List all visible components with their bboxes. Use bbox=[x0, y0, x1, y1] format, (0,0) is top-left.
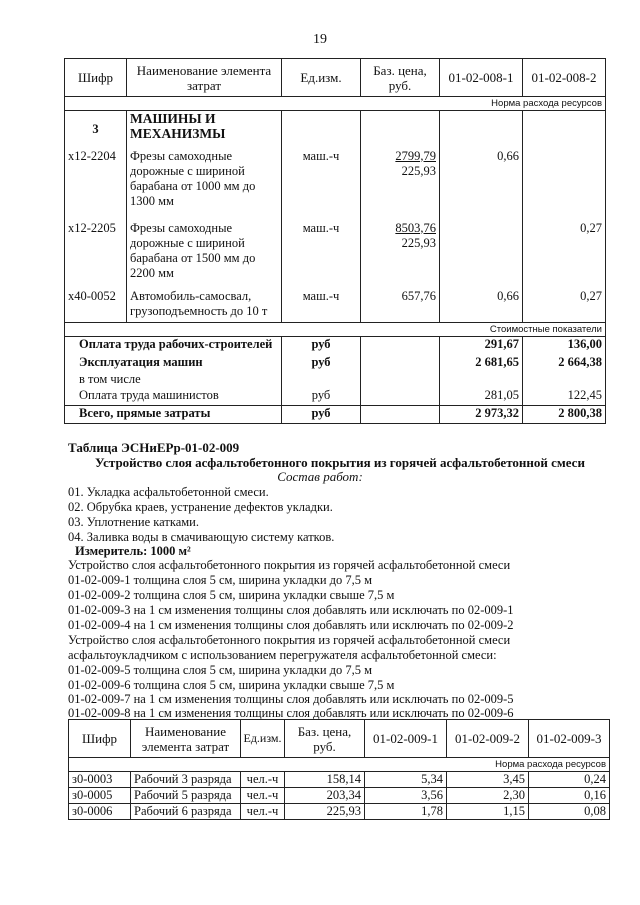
norm-value: 0,27 bbox=[523, 221, 606, 289]
norm-value bbox=[523, 149, 606, 221]
desc-line: 01-02-009-1 толщина слоя 5 см, ширина укладки до 7,5 м bbox=[68, 573, 373, 587]
price-value: 203,34 bbox=[285, 788, 365, 804]
desc-line: 01-02-009-5 толщина слоя 5 см, ширина укладки до 7,5 м bbox=[68, 663, 373, 677]
composition-title: Состав работ: bbox=[277, 469, 363, 484]
resource-unit: чел.-ч bbox=[241, 788, 285, 804]
cost-label: Стоимостные показатели bbox=[65, 323, 606, 337]
section-title: МЕХАНИЗМЫ bbox=[130, 126, 226, 141]
desc-line: 01-02-009-3 на 1 см изменения толщины слоя добавлять или исключать по 02-009-1 bbox=[68, 603, 514, 617]
resources-table-2 bbox=[68, 719, 610, 820]
desc-line: Устройство слоя асфальтобетонного покрытия из горячей асфальтобетонной смеси bbox=[68, 633, 511, 647]
meter: Измеритель: 1000 м² bbox=[75, 544, 191, 558]
col-header: 01-02-009-3 bbox=[529, 720, 610, 758]
cost-name: Всего, прямые затраты bbox=[65, 406, 282, 424]
col-header: Шифр bbox=[65, 59, 127, 97]
resource-unit: маш.-ч bbox=[282, 149, 361, 221]
page-number: 19 bbox=[313, 32, 327, 47]
resource-name: Автомобиль-самосвал, грузоподъемность до 10 т bbox=[127, 289, 282, 323]
resource-code: з0-0006 bbox=[69, 804, 131, 820]
cost-value: 122,45 bbox=[523, 388, 606, 406]
desc-line: 01-02-009-6 толщина слоя 5 см, ширина укладки свыше 7,5 м bbox=[68, 678, 395, 692]
price-value: 225,93 bbox=[401, 163, 436, 178]
work-item: 04. Заливка воды в смачивающую систему катков. bbox=[68, 530, 335, 544]
resource-unit: маш.-ч bbox=[282, 289, 361, 323]
resource-code: х40-0052 bbox=[65, 289, 127, 323]
norm-label: Норма расхода ресурсов bbox=[69, 758, 610, 772]
norm-value: 0,66 bbox=[440, 149, 523, 221]
resource-unit: чел.-ч bbox=[241, 804, 285, 820]
norm-value: 2,30 bbox=[447, 788, 529, 804]
resource-name: Рабочий 5 разряда bbox=[131, 788, 241, 804]
resource-unit: маш.-ч bbox=[282, 221, 361, 289]
desc-line: 01-02-009-4 на 1 см изменения толщины слоя добавлять или исключать по 02-009-2 bbox=[68, 618, 514, 632]
cost-value: 291,67 bbox=[440, 337, 523, 355]
price-value: 657,76 bbox=[361, 289, 440, 323]
desc-line: 01-02-009-8 на 1 см изменения толщины слоя добавлять или исключать по 02-009-6 bbox=[68, 706, 514, 720]
resource-name: Рабочий 3 разряда bbox=[131, 772, 241, 788]
work-item: 02. Обрубка краев, устранение дефектов укладки. bbox=[68, 500, 333, 514]
norm-value: 5,34 bbox=[365, 772, 447, 788]
col-header: 01-02-009-2 bbox=[447, 720, 529, 758]
norm-value: 1,78 bbox=[365, 804, 447, 820]
price-value: 225,93 bbox=[285, 804, 365, 820]
norm-value: 1,15 bbox=[447, 804, 529, 820]
col-header: Шифр bbox=[69, 720, 131, 758]
norm-label: Норма расхода ресурсов bbox=[65, 97, 606, 111]
resource-code: х12-2205 bbox=[65, 221, 127, 289]
norm-value: 0,08 bbox=[529, 804, 610, 820]
col-header: 01-02-008-1 bbox=[440, 59, 523, 97]
norm-value bbox=[440, 221, 523, 289]
price-value: 158,14 bbox=[285, 772, 365, 788]
desc-line: 01-02-009-7 на 1 см изменения толщины слоя добавлять или исключать по 02-009-5 bbox=[68, 692, 514, 706]
resource-code: з0-0005 bbox=[69, 788, 131, 804]
cost-value: 2 800,38 bbox=[523, 406, 606, 424]
norm-value: 3,45 bbox=[447, 772, 529, 788]
resource-name: Рабочий 6 разряда bbox=[131, 804, 241, 820]
resource-name: Фрезы самоходные дорожные с шириной барабана от 1000 мм до 1300 мм bbox=[127, 149, 282, 221]
resource-code: х12-2204 bbox=[65, 149, 127, 221]
desc-line: асфальтоукладчиком с использованием перегружателя асфальтобетонной смеси: bbox=[68, 648, 497, 662]
table-id: Таблица ЭСНиЕРр-01-02-009 bbox=[68, 440, 240, 455]
cost-value: 136,00 bbox=[523, 337, 606, 355]
section-title: МАШИНЫ И bbox=[130, 111, 216, 126]
col-header: Наименование элемента затрат bbox=[127, 59, 282, 97]
col-header: Наименование элемента затрат bbox=[131, 720, 241, 758]
cost-unit: руб bbox=[282, 355, 361, 372]
resource-name: Фрезы самоходные дорожные с шириной барабана от 1500 мм до 2200 мм bbox=[127, 221, 282, 289]
cost-unit: руб bbox=[282, 337, 361, 355]
norm-value: 0,27 bbox=[523, 289, 606, 323]
resource-unit: чел.-ч bbox=[241, 772, 285, 788]
cost-value: 2 973,32 bbox=[440, 406, 523, 424]
desc-line: 01-02-009-2 толщина слоя 5 см, ширина укладки свыше 7,5 м bbox=[68, 588, 395, 602]
cost-name: Оплата труда рабочих-строителей bbox=[65, 337, 282, 355]
col-header: 01-02-009-1 bbox=[365, 720, 447, 758]
price-value: 225,93 bbox=[401, 235, 436, 250]
work-item: 01. Укладка асфальтобетонной смеси. bbox=[68, 485, 269, 499]
col-header: Баз. цена, руб. bbox=[285, 720, 365, 758]
cost-value: 281,05 bbox=[440, 388, 523, 406]
resources-table-1 bbox=[64, 58, 606, 424]
col-header: Ед.изм. bbox=[282, 59, 361, 97]
desc-line: Устройство слоя асфальтобетонного покрытия из горячей асфальтобетонной смеси bbox=[68, 558, 511, 572]
col-header: Ед.изм. bbox=[241, 720, 285, 758]
cost-unit: руб bbox=[282, 406, 361, 424]
price-value: 8503,76 bbox=[395, 220, 436, 235]
cost-name: в том числе bbox=[65, 372, 282, 388]
norm-value: 0,24 bbox=[529, 772, 610, 788]
price-value: 2799,79 bbox=[395, 148, 436, 163]
cost-name: Эксплуатация машин bbox=[65, 355, 282, 372]
cost-unit: руб bbox=[282, 388, 361, 406]
norm-value: 3,56 bbox=[365, 788, 447, 804]
cost-value: 2 664,38 bbox=[523, 355, 606, 372]
norm-value: 0,66 bbox=[440, 289, 523, 323]
table-title: Устройство слоя асфальтобетонного покрытия из горячей асфальтобетонной смеси bbox=[95, 455, 585, 470]
cost-name: Оплата труда машинистов bbox=[65, 388, 282, 406]
col-header: Баз. цена, руб. bbox=[361, 59, 440, 97]
col-header: 01-02-008-2 bbox=[523, 59, 606, 97]
work-item: 03. Уплотнение катками. bbox=[68, 515, 199, 529]
resource-code: з0-0003 bbox=[69, 772, 131, 788]
cost-value: 2 681,65 bbox=[440, 355, 523, 372]
section-number: 3 bbox=[65, 111, 127, 149]
norm-value: 0,16 bbox=[529, 788, 610, 804]
